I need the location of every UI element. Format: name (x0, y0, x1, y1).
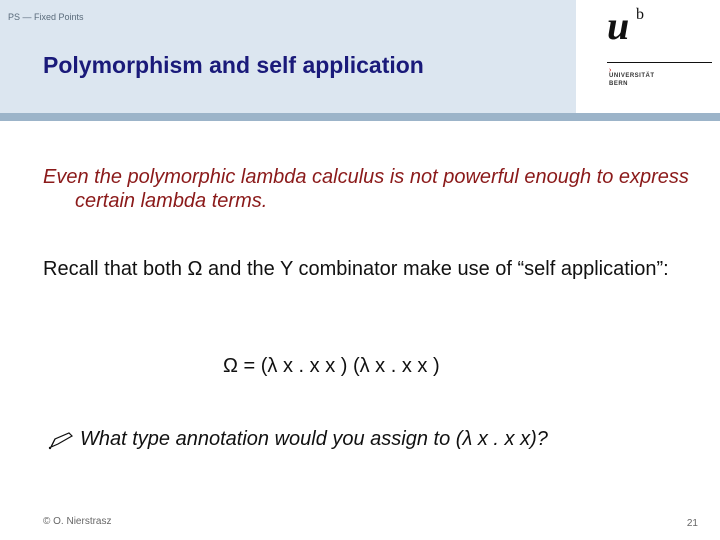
paragraph-polymorphic-limit: Even the polymorphic lambda calculus is not powerful enough to express certain lambda terms. (43, 166, 689, 212)
slide-title: Polymorphism and self application (43, 52, 424, 78)
page-number: 21 (686, 518, 698, 529)
header-rule (0, 113, 720, 121)
logo-divider (607, 62, 712, 63)
pen-icon (48, 430, 76, 450)
logo-text-universitat: UNIVERSITÄT (609, 73, 655, 79)
paragraph-self-application: Recall that both Ω and the Y combinator make use of “self application”: (43, 258, 669, 280)
question-text: What type annotation would you assign to (λ x . x x)? (80, 428, 548, 450)
logo-arrow-icon: › (609, 67, 612, 74)
omega-formula: Ω = (λ x . x x ) (λ x . x x ) (223, 355, 440, 377)
footer-author: © O. Nierstrasz (43, 516, 112, 527)
question-item (48, 428, 548, 451)
logo-text-bern: BERN (609, 81, 629, 87)
logo-area (576, 0, 720, 113)
logo-u: u (607, 3, 630, 48)
section-label: PS — Fixed Points (8, 12, 84, 22)
logo-b: b (636, 6, 644, 23)
